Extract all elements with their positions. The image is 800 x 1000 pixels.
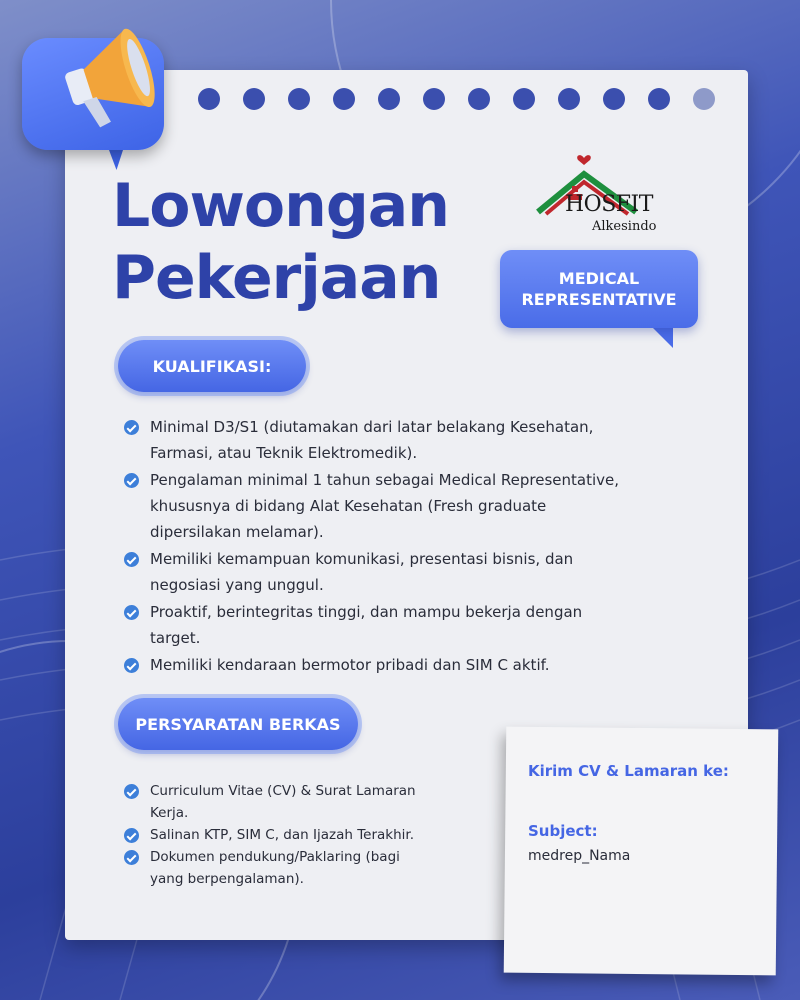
list-item-line: Minimal D3/S1 (diutamakan dari latar belakang Kesehatan, bbox=[150, 418, 594, 436]
check-circle-icon bbox=[124, 420, 139, 435]
submission-heading: Kirim CV & Lamaran ke: bbox=[528, 762, 729, 780]
list-item-line: yang berpengalaman). bbox=[150, 871, 304, 887]
list-item bbox=[124, 414, 684, 466]
check-circle-icon bbox=[124, 784, 139, 799]
list-item bbox=[124, 652, 684, 678]
check-circle-icon bbox=[124, 552, 139, 567]
binder-hole bbox=[603, 88, 625, 110]
list-item bbox=[124, 846, 454, 890]
binder-hole bbox=[378, 88, 400, 110]
binder-hole bbox=[693, 88, 715, 110]
list-item-line: khususnya di bidang Alat Kesehatan (Fresh graduate bbox=[150, 497, 547, 515]
binder-hole bbox=[198, 88, 220, 110]
page-title bbox=[112, 170, 449, 314]
list-item-line: negosiasi yang unggul. bbox=[150, 576, 324, 594]
list-item-line: Dokumen pendukung/Paklaring (bagi bbox=[150, 849, 400, 865]
binder-hole bbox=[333, 88, 355, 110]
list-item bbox=[124, 780, 454, 824]
check-circle-icon bbox=[124, 850, 139, 865]
check-circle-icon bbox=[124, 828, 139, 843]
list-item-line: Proaktif, berintegritas tinggi, dan mampu bekerja dengan bbox=[150, 603, 583, 621]
documents-heading: PERSYARATAN BERKAS bbox=[118, 698, 358, 750]
list-item-line: target. bbox=[150, 629, 201, 647]
binder-hole bbox=[513, 88, 535, 110]
list-item-line: dipersilakan melamar). bbox=[150, 523, 324, 541]
position-line-1: MEDICAL bbox=[558, 269, 640, 288]
binder-hole bbox=[558, 88, 580, 110]
binder-hole bbox=[243, 88, 265, 110]
list-item-line: Memiliki kendaraan bermotor pribadi dan SIM C aktif. bbox=[150, 656, 550, 674]
list-item-line: Pengalaman minimal 1 tahun sebagai Medical Representative, bbox=[150, 471, 620, 489]
title-line-2: Pekerjaan bbox=[112, 243, 441, 313]
binder-hole bbox=[288, 88, 310, 110]
list-item bbox=[124, 599, 684, 651]
logo-subtitle: Alkesindo bbox=[592, 219, 657, 234]
list-item bbox=[124, 467, 684, 545]
list-item-line: Farmasi, atau Teknik Elektromedik). bbox=[150, 444, 418, 462]
qualifications-list bbox=[124, 414, 684, 679]
list-item-line: Curriculum Vitae (CV) & Surat Lamaran bbox=[150, 783, 416, 799]
list-item bbox=[124, 824, 454, 846]
subject-label: Subject: bbox=[528, 822, 598, 840]
check-circle-icon bbox=[124, 473, 139, 488]
position-badge bbox=[500, 250, 698, 328]
binder-hole bbox=[648, 88, 670, 110]
check-circle-icon bbox=[124, 605, 139, 620]
list-item-line: Kerja. bbox=[150, 805, 189, 821]
binder-hole bbox=[468, 88, 490, 110]
subject-value: medrep_Nama bbox=[528, 848, 631, 864]
list-item-line: Salinan KTP, SIM C, dan Ijazah Terakhir. bbox=[150, 827, 415, 843]
list-item bbox=[124, 546, 684, 598]
megaphone-icon bbox=[40, 10, 180, 140]
check-circle-icon bbox=[124, 658, 139, 673]
binder-holes bbox=[198, 88, 715, 110]
documents-list bbox=[124, 780, 454, 890]
qualifications-heading: KUALIFIKASI: bbox=[118, 340, 306, 392]
title-line-1: Lowongan bbox=[112, 171, 449, 241]
logo-name: HOSFIT bbox=[565, 192, 653, 217]
position-line-2: REPRESENTATIVE bbox=[521, 290, 677, 309]
binder-hole bbox=[423, 88, 445, 110]
list-item-line: Memiliki kemampuan komunikasi, presentasi bisnis, dan bbox=[150, 550, 574, 568]
